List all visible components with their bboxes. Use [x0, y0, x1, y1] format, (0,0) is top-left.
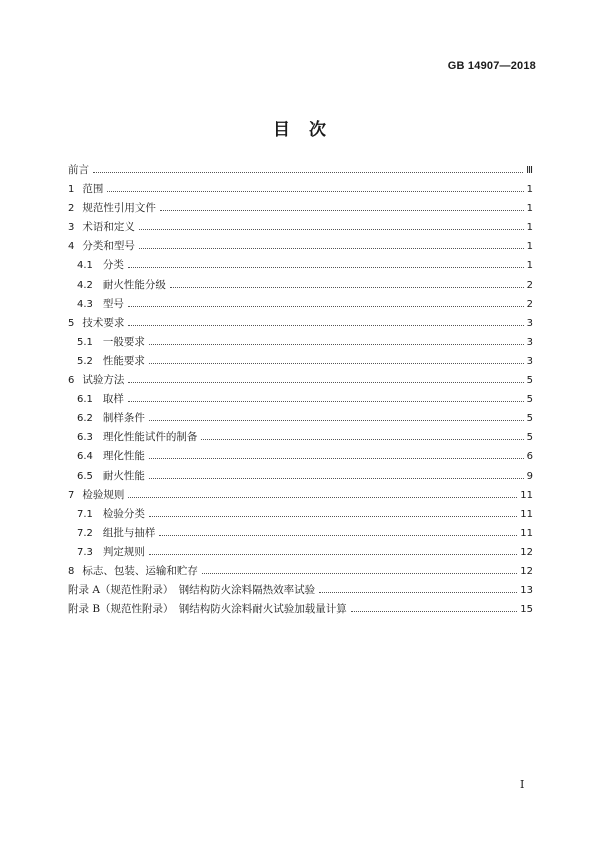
toc-entry-page: 6 — [526, 451, 533, 463]
table-of-contents — [68, 162, 533, 620]
toc-entry[interactable] — [68, 334, 533, 353]
toc-entry-number: 7.3 — [77, 546, 93, 558]
toc-entry[interactable] — [68, 582, 533, 601]
toc-dot-leader — [149, 363, 524, 364]
toc-entry-title: 范围 — [82, 183, 104, 196]
toc-entry-title: 检验规则 — [82, 488, 125, 501]
toc-dot-leader — [149, 478, 524, 479]
toc-entry-number: 3 — [68, 222, 75, 234]
toc-entry-number: 2 — [68, 203, 75, 215]
toc-entry[interactable] — [68, 601, 533, 620]
toc-entry-number: 8 — [68, 565, 75, 577]
toc-entry-page: 1 — [526, 260, 533, 272]
toc-entry-page: 15 — [520, 604, 533, 616]
toc-dot-leader — [128, 325, 523, 326]
toc-entry-page: 3 — [526, 355, 533, 367]
toc-entry-title: 规范性引用文件 — [82, 202, 156, 215]
toc-dot-leader — [107, 191, 523, 192]
toc-entry-title: 理化性能试件的制备 — [102, 431, 198, 444]
toc-entry[interactable] — [68, 429, 533, 448]
toc-dot-leader — [139, 248, 524, 249]
toc-entry[interactable] — [68, 448, 533, 467]
toc-entry[interactable] — [68, 525, 533, 544]
toc-entry[interactable] — [68, 353, 533, 372]
toc-entry-number: 6.2 — [77, 413, 93, 425]
toc-entry[interactable] — [68, 200, 533, 219]
toc-entry-number: 7 — [68, 489, 75, 501]
toc-entry-title: 前言 — [68, 164, 89, 176]
toc-dot-leader — [201, 439, 523, 440]
toc-entry-title: 型号 — [102, 297, 124, 310]
toc-entry-title: 理化性能 — [102, 450, 145, 463]
toc-entry-page: 2 — [526, 279, 533, 291]
toc-entry-page: 11 — [520, 508, 533, 520]
toc-entry-number: 5 — [68, 317, 75, 329]
toc-entry-number: 6.1 — [77, 394, 93, 406]
toc-entry-page: 5 — [526, 375, 533, 387]
toc-entry-number: 4.1 — [77, 260, 93, 272]
toc-entry-title: 分类 — [102, 259, 124, 272]
toc-dot-leader — [128, 267, 524, 268]
toc-dot-leader — [170, 287, 524, 288]
toc-entry[interactable] — [68, 544, 533, 563]
toc-dot-leader — [160, 210, 524, 211]
toc-dot-leader — [149, 344, 524, 345]
toc-entry[interactable] — [68, 372, 533, 391]
toc-entry[interactable] — [68, 277, 533, 296]
toc-entry[interactable] — [68, 219, 533, 238]
toc-dot-leader — [128, 382, 523, 383]
toc-entry-page: 3 — [526, 317, 533, 329]
toc-entry-number: 4.3 — [77, 298, 93, 310]
toc-entry[interactable] — [68, 487, 533, 506]
toc-entry-title: 附录 B（规范性附录） 钢结构防火涂料耐火试验加载量计算 — [68, 603, 347, 616]
toc-entry-page: 12 — [520, 546, 533, 558]
toc-dot-leader — [128, 306, 524, 307]
toc-dot-leader — [149, 458, 524, 459]
toc-entry-number: 6.5 — [77, 470, 93, 482]
standard-code: GB 14907—2018 — [447, 60, 536, 72]
toc-entry-page: Ⅲ — [526, 165, 533, 176]
toc-entry-title: 试验方法 — [82, 374, 125, 387]
toc-entry-title: 附录 A（规范性附录） 钢结构防火涂料隔热效率试验 — [68, 584, 316, 597]
toc-entry[interactable] — [68, 181, 533, 200]
footer-page-number: I — [520, 778, 525, 791]
toc-entry-title: 制样条件 — [102, 412, 145, 425]
toc-entry-number: 5.2 — [77, 355, 93, 367]
toc-dot-leader — [128, 401, 524, 402]
toc-entry-title: 技术要求 — [82, 316, 125, 329]
toc-dot-leader — [202, 573, 517, 574]
toc-entry-number: 1 — [68, 184, 75, 196]
toc-entry-number: 4.2 — [77, 279, 93, 291]
toc-entry[interactable] — [68, 296, 533, 315]
toc-entry-page: 13 — [520, 585, 533, 597]
toc-entry[interactable] — [68, 410, 533, 429]
toc-entry-number: 6 — [68, 375, 75, 387]
toc-entry-title: 判定规则 — [102, 545, 145, 558]
toc-dot-leader — [159, 535, 517, 536]
toc-entry-title: 耐火性能分级 — [102, 278, 166, 291]
toc-entry-page: 1 — [526, 184, 533, 196]
toc-entry-number: 5.1 — [77, 336, 93, 348]
toc-entry-title: 检验分类 — [102, 507, 145, 520]
toc-entry[interactable] — [68, 506, 533, 525]
toc-entry-title: 组批与抽样 — [102, 526, 156, 539]
toc-dot-leader — [128, 497, 517, 498]
page-title: 目 次 — [273, 120, 327, 140]
toc-entry-title: 标志、包装、运输和贮存 — [82, 564, 198, 577]
toc-entry-page: 5 — [526, 413, 533, 425]
toc-dot-leader — [149, 554, 517, 555]
toc-entry-page: 11 — [520, 489, 533, 501]
toc-dot-leader — [149, 516, 517, 517]
toc-entry-page: 1 — [526, 203, 533, 215]
toc-entry-title: 术语和定义 — [82, 221, 135, 234]
toc-entry-title: 分类和型号 — [82, 240, 135, 253]
toc-entry-title: 取样 — [102, 393, 124, 406]
toc-entry-title: 性能要求 — [102, 354, 145, 367]
toc-dot-leader — [351, 611, 517, 612]
toc-entry[interactable] — [68, 257, 533, 276]
toc-entry-page: 9 — [526, 470, 533, 482]
toc-entry-title: 耐火性能 — [102, 469, 145, 482]
toc-entry-page: 5 — [526, 432, 533, 444]
toc-dot-leader — [149, 420, 524, 421]
toc-dot-leader — [319, 592, 517, 593]
toc-entry-number: 6.4 — [77, 451, 93, 463]
toc-entry-title: 一般要求 — [102, 335, 145, 348]
toc-entry-page: 2 — [526, 298, 533, 310]
toc-entry-page: 1 — [526, 241, 533, 253]
toc-entry[interactable] — [68, 563, 533, 582]
toc-entry-page: 1 — [526, 222, 533, 234]
toc-entry-number: 6.3 — [77, 432, 93, 444]
toc-entry-number: 7.2 — [77, 527, 93, 539]
toc-entry[interactable] — [68, 162, 533, 181]
toc-entry[interactable] — [68, 468, 533, 487]
toc-entry[interactable] — [68, 315, 533, 334]
toc-entry-number: 7.1 — [77, 508, 93, 520]
toc-entry-page: 3 — [526, 336, 533, 348]
toc-dot-leader — [93, 172, 523, 173]
toc-dot-leader — [139, 229, 524, 230]
toc-entry-page: 5 — [526, 394, 533, 406]
toc-entry[interactable] — [68, 391, 533, 410]
toc-entry-page: 12 — [520, 565, 533, 577]
toc-entry[interactable] — [68, 238, 533, 257]
toc-entry-number: 4 — [68, 241, 75, 253]
toc-entry-page: 11 — [520, 527, 533, 539]
